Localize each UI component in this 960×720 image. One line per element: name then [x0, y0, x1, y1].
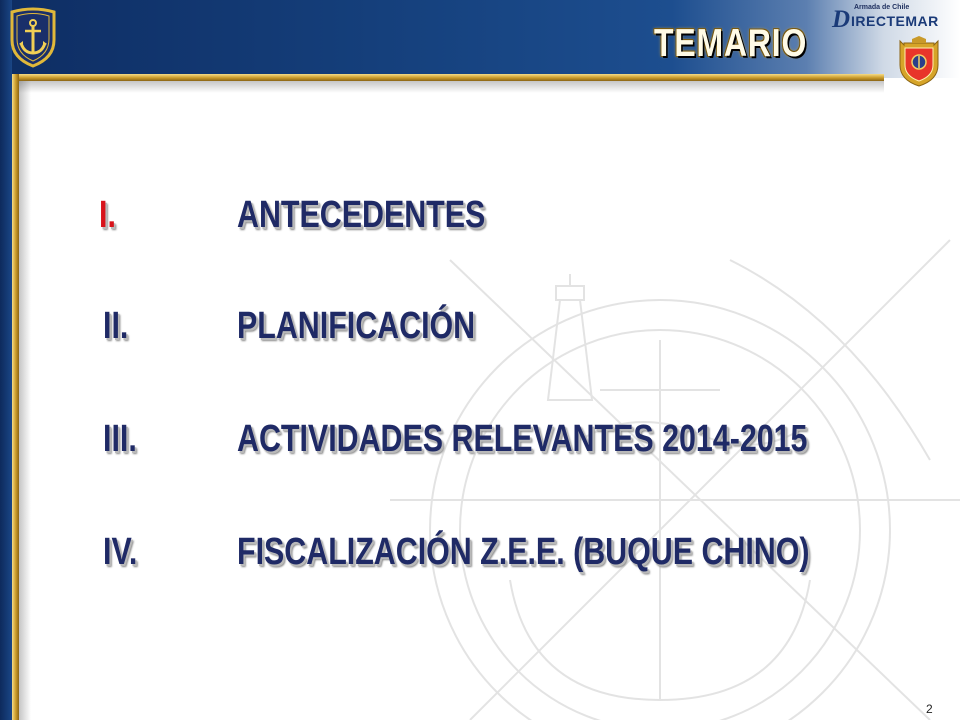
header-band	[0, 0, 960, 78]
logo-initial: D	[832, 6, 851, 33]
anchor-lighthouse-watermark	[330, 200, 960, 720]
directemar-shield-icon	[898, 35, 940, 87]
frame-shadow-top	[19, 81, 884, 93]
navy-anchor-shield-icon	[8, 6, 58, 68]
logo-subtitle: Armada de Chile	[854, 4, 910, 11]
agenda-label: FISCALIZACIÓN Z.E.E. (BUQUE CHINO)	[237, 531, 810, 573]
page-number: 2	[926, 702, 933, 716]
agenda-label: PLANIFICACIÓN	[237, 305, 476, 347]
agenda-numeral: II.	[103, 305, 129, 347]
agenda-numeral: IV.	[103, 531, 138, 573]
agenda-numeral: I.	[99, 194, 116, 236]
logo-wordmark: IRECTEMAR	[851, 13, 939, 29]
gold-frame-left	[12, 74, 19, 720]
gold-frame-top	[12, 74, 884, 81]
agenda-label: ANTECEDENTES	[237, 194, 486, 236]
slide-title: TEMARIO	[654, 22, 808, 65]
left-band	[0, 0, 12, 720]
agenda-numeral: III.	[103, 418, 137, 460]
frame-shadow-left	[19, 81, 31, 720]
agenda-label: ACTIVIDADES RELEVANTES 2014-2015	[237, 418, 808, 460]
directemar-logo	[832, 4, 958, 34]
